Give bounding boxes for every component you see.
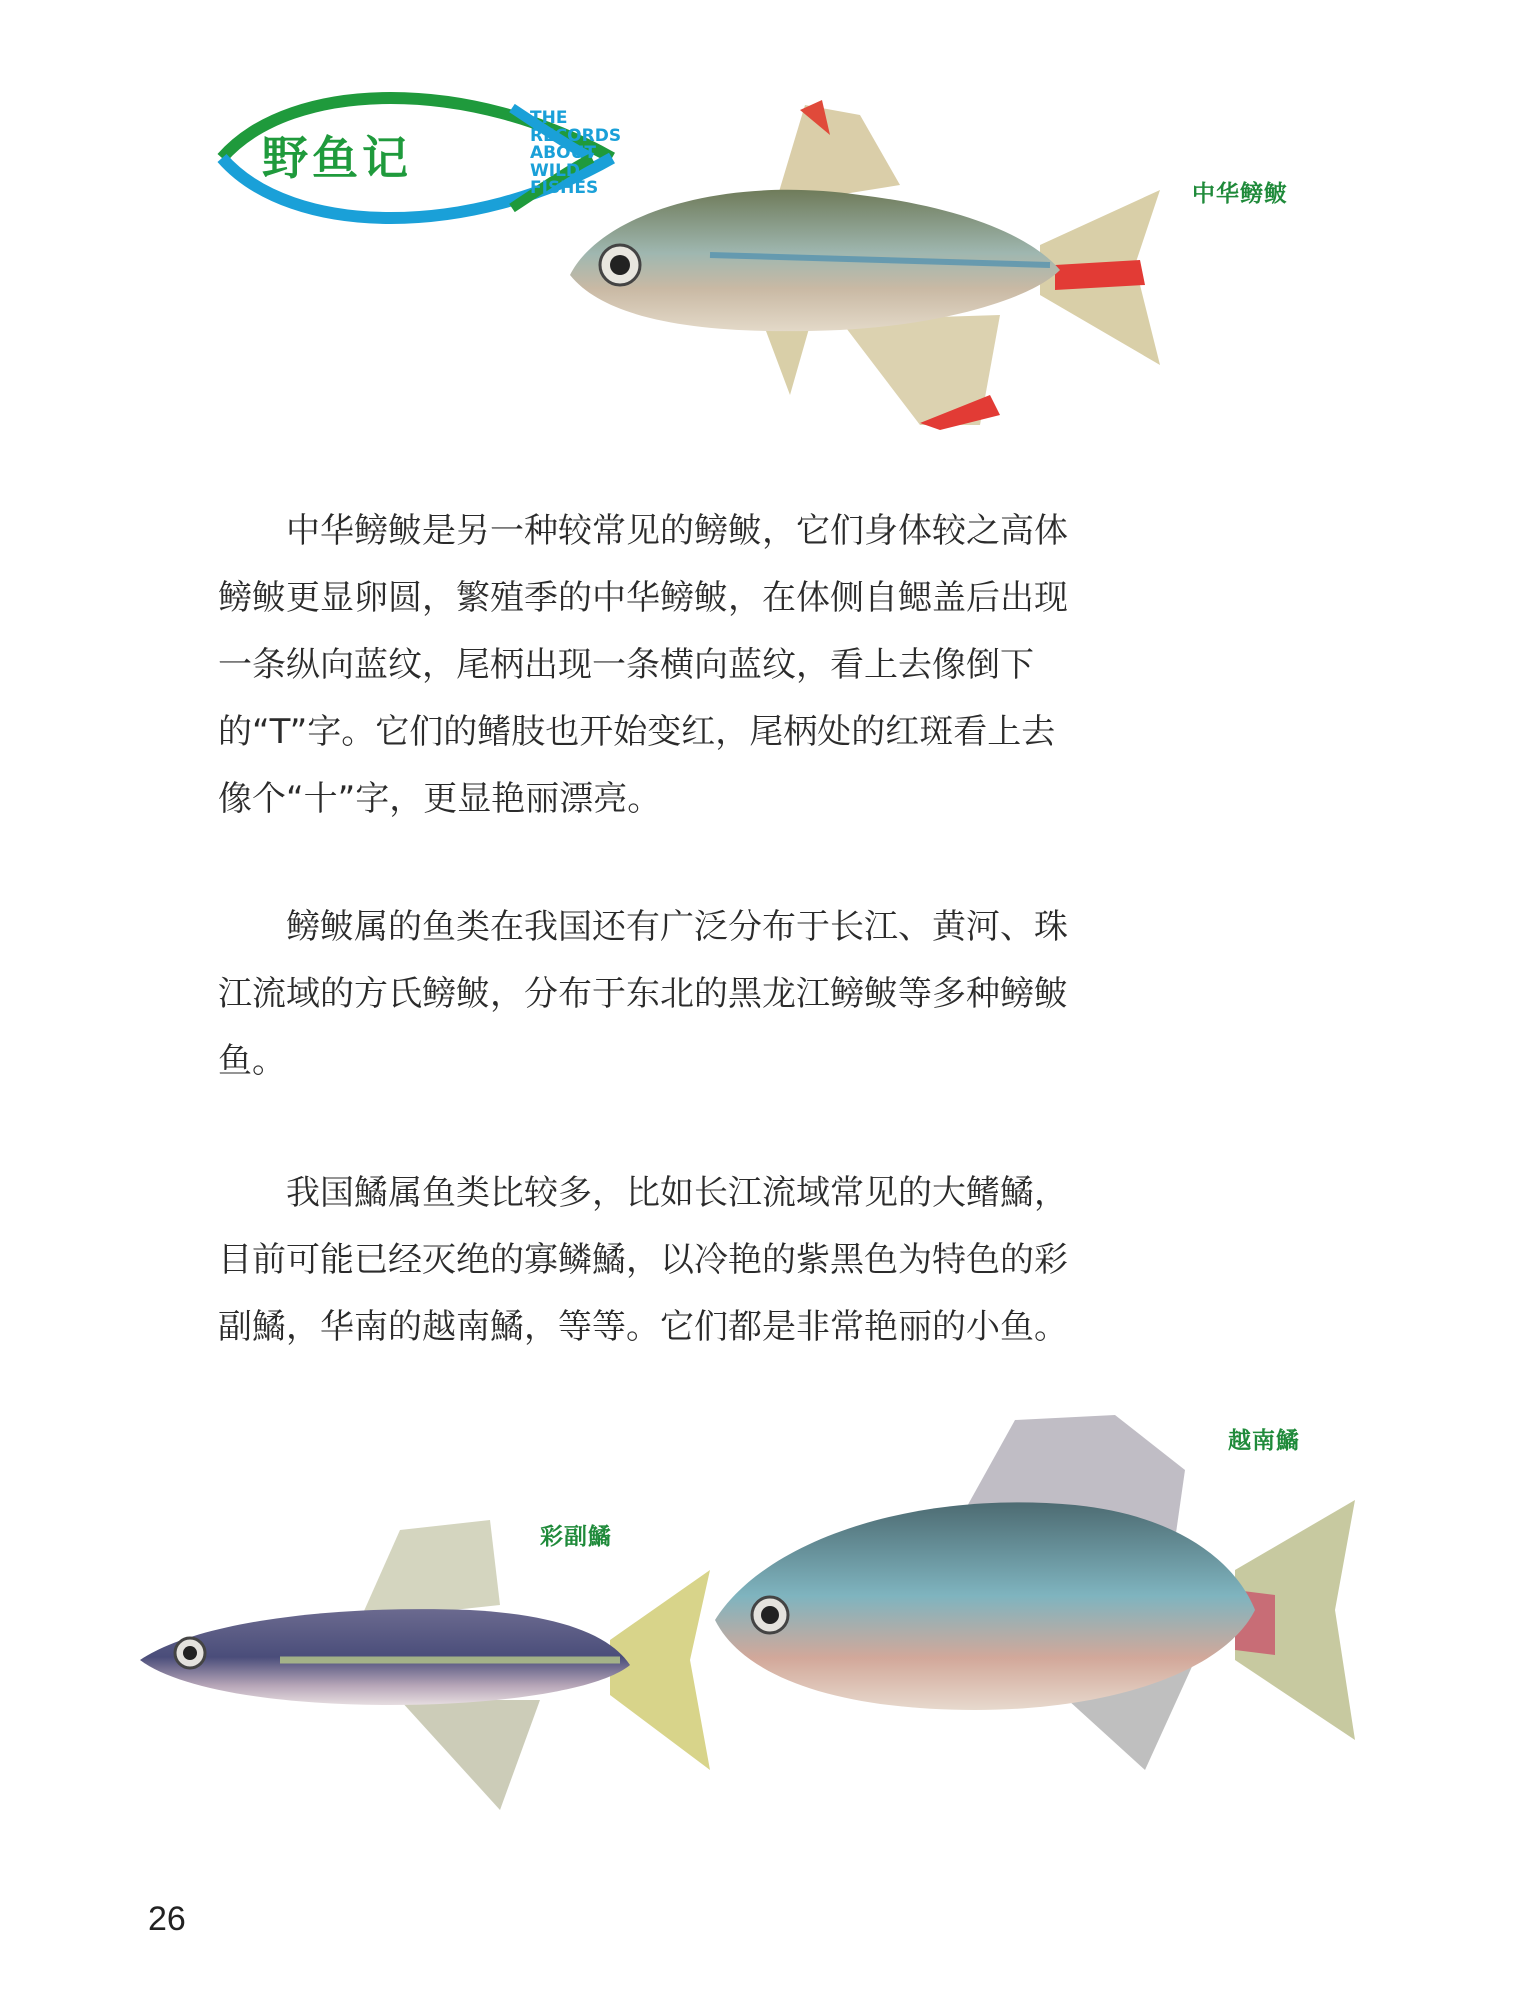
vietnam-bitterling-illustration (715, 1410, 1365, 1830)
paragraph-text: 我国鱊属鱼类比较多，比如长江流域常见的大鳍鱊，目前可能已经灭绝的寡鳞鱊，以冷艳的紫黑色为特色的彩副鱊，华南的越南鱊，等等。它们都是非常艳丽的小鱼。 (218, 1173, 1068, 1347)
chinese-bitterling-illustration (560, 95, 1180, 435)
paragraph-2 (218, 894, 1068, 1095)
fish-label-chinese-bitterling: 中华鳑鲏 (1192, 181, 1288, 207)
logo-subtitle-line: WILD (530, 160, 581, 181)
logo-subtitle-line: ABOUT (530, 143, 596, 163)
paragraph-text: 中华鳑鲏是另一种较常见的鳑鲏，它们身体较之高体鳑鲏更显卵圆，繁殖季的中华鳑鲏，在体侧自鳃盖后出现一条纵向蓝纹，尾柄出现一条横向蓝纹，看上去像倒下的“T”字。它们的鳍肢也开始变红，尾柄处的红斑看上去像个“十”字，更显艳丽漂亮。 (218, 511, 1068, 819)
page-number: 26 (148, 1900, 186, 1938)
paragraph-1 (218, 498, 1068, 833)
fish-label-acheilognathus-imberbis: 彩副鱊 (540, 1524, 612, 1550)
logo-subtitle-line: RECORDS (530, 125, 622, 146)
logo-subtitle-line: FISHES (530, 178, 599, 198)
fish-label-vietnam-bitterling: 越南鱊 (1228, 1428, 1300, 1454)
logo-subtitle-line: THE (530, 108, 568, 128)
acheilognathus-imberbis-illustration (140, 1510, 730, 1850)
paragraph-text: 鳑鲏属的鱼类在我国还有广泛分布于长江、黄河、珠江流域的方氏鳑鲏，分布于东北的黑龙江鳑鲏等多种鳑鲏鱼。 (218, 907, 1068, 1081)
paragraph-3 (218, 1160, 1068, 1361)
logo-title: 野鱼记 (262, 131, 412, 185)
